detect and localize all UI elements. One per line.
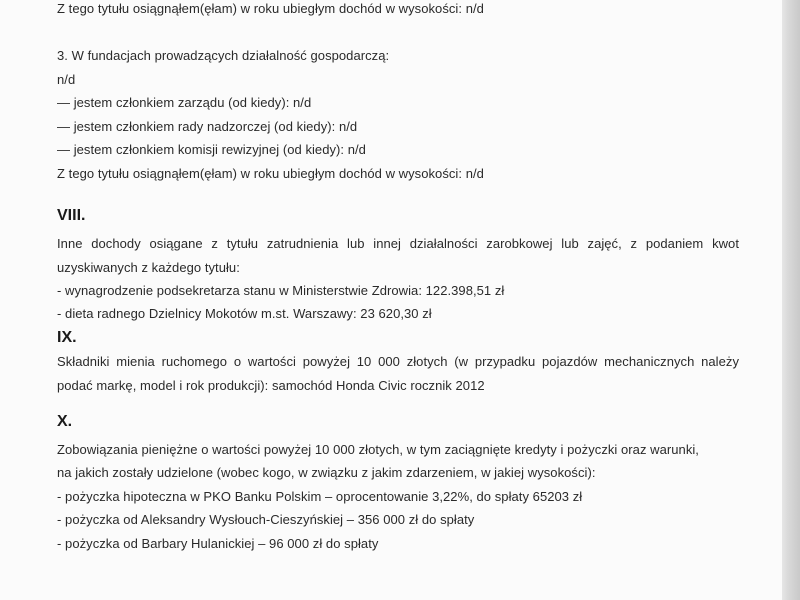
income-line-vii-2: Z tego tytułu osiągnąłem(ęłam) w roku ubiegłym dochód w wysokości: n/d <box>57 1 484 16</box>
section-ix-heading: IX. <box>57 329 77 346</box>
section-ix-line-1: Składniki mienia ruchomego o wartości powyżej 10 000 złotych (w przypadku pojazdów mechanicznych należy <box>57 354 739 369</box>
section-x-item-3: - pożyczka od Barbary Hulanickiej – 96 000 zł do spłaty <box>57 536 379 551</box>
section-x-heading: X. <box>57 413 73 430</box>
section-x-intro-line-2: na jakich zostały udzielone (wobec kogo, w związku z jakim zdarzeniem, w jakiej wysokości): <box>57 465 596 480</box>
page-edge-shadow <box>782 0 800 600</box>
item3-board-membership: — jestem członkiem zarządu (od kiedy): n/d <box>57 95 312 110</box>
section-viii-heading: VIII. <box>57 207 86 224</box>
income-line-vii-3: Z tego tytułu osiągnąłem(ęłam) w roku ubiegłym dochód w wysokości: n/d <box>57 166 484 181</box>
item3-value: n/d <box>57 72 76 87</box>
item3-supervisory-membership: — jestem członkiem rady nadzorczej (od kiedy): n/d <box>57 119 358 134</box>
section-x-item-1: - pożyczka hipoteczna w PKO Banku Polskim – oprocentowanie 3,22%, do spłaty 65203 zł <box>57 489 583 504</box>
item3-heading: 3. W fundacjach prowadzących działalność gospodarczą: <box>57 48 390 63</box>
item3-audit-membership: — jestem członkiem komisji rewizyjnej (od kiedy): n/d <box>57 142 366 157</box>
section-x-item-2: - pożyczka od Aleksandry Wysłouch-Cieszyńskiej – 356 000 zł do spłaty <box>57 512 475 527</box>
section-x-intro-line-1: Zobowiązania pieniężne o wartości powyżej 10 000 złotych, w tym zaciągnięte kredyty i pożyczki oraz warunki, <box>57 442 699 457</box>
section-viii-item-1: - wynagrodzenie podsekretarza stanu w Ministerstwie Zdrowia: 122.398,51 zł <box>57 283 505 298</box>
section-viii-intro-line-2: uzyskiwanych z każdego tytułu: <box>57 260 240 275</box>
section-viii-intro-line-1: Inne dochody osiągane z tytułu zatrudnienia lub innej działalności zarobkowej lub zajęć, z podaniem kwot <box>57 236 739 251</box>
section-ix-line-2: podać markę, model i rok produkcji): samochód Honda Civic rocznik 2012 <box>57 378 485 393</box>
section-viii-item-2: - dieta radnego Dzielnicy Mokotów m.st. Warszawy: 23 620,30 zł <box>57 306 432 321</box>
